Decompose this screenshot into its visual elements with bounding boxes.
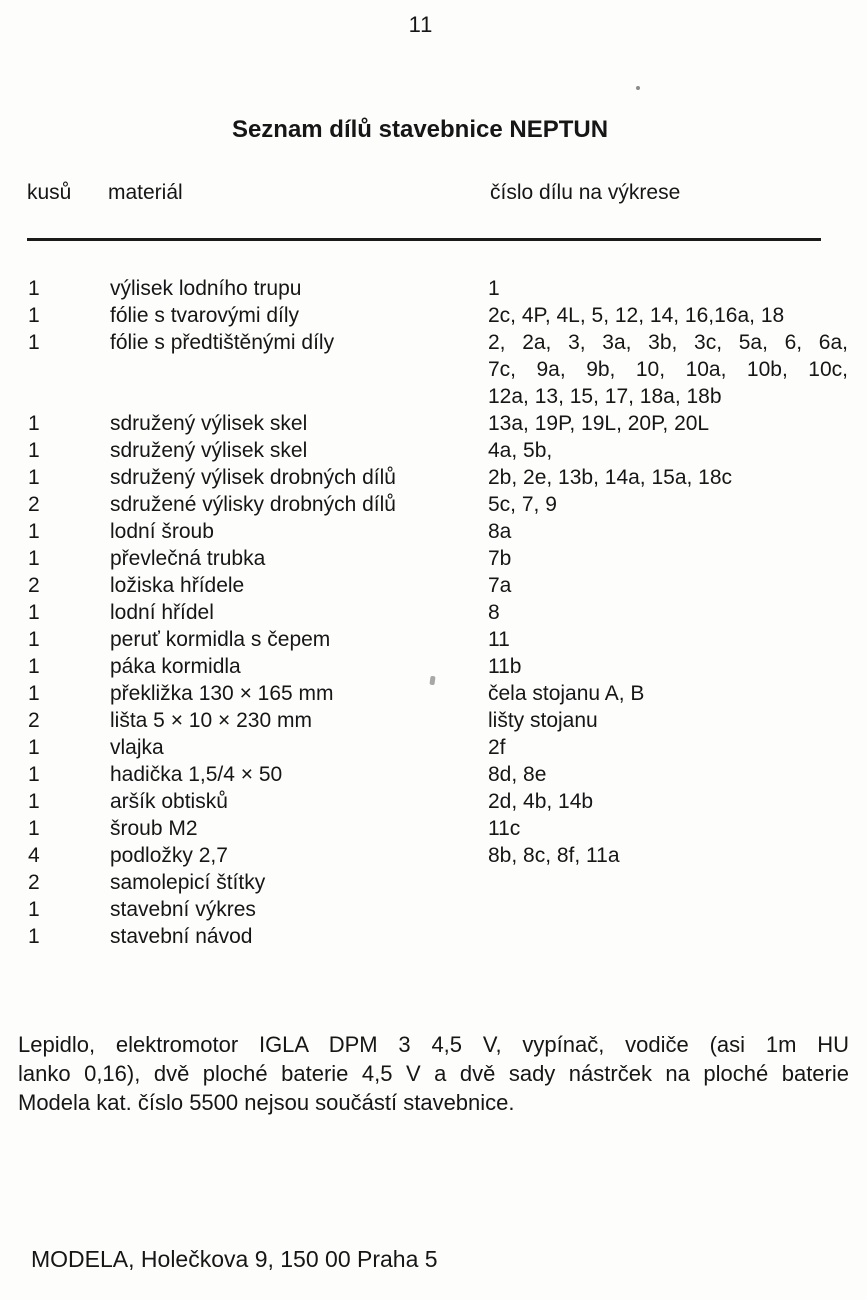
row-material: vlajka xyxy=(110,736,164,759)
parts-table xyxy=(0,275,867,950)
part-numbers-line: 8b, 8c, 8f, 11a xyxy=(488,844,620,867)
row-material: sdružený výlisek skel xyxy=(110,412,308,435)
table-row xyxy=(0,302,867,329)
part-numbers-line: 11b xyxy=(488,655,522,678)
part-numbers-line: 4a, 5b, xyxy=(488,439,553,462)
row-material: lodní šroub xyxy=(110,520,214,543)
page-number: 11 xyxy=(408,12,434,37)
part-numbers-line: 7a xyxy=(488,574,512,597)
row-part-numbers xyxy=(488,761,848,788)
table-row xyxy=(0,437,867,464)
part-numbers-line: 2d, 4b, 14b xyxy=(488,790,594,813)
row-part-numbers xyxy=(488,464,848,491)
table-row xyxy=(0,491,867,518)
header-quantity: kusů xyxy=(27,181,72,204)
part-numbers-line: 2b, 2e, 13b, 14a, 15a, 18c xyxy=(488,466,733,489)
table-row xyxy=(0,896,867,923)
row-part-numbers xyxy=(488,599,848,626)
table-row xyxy=(0,761,867,788)
page-title: Seznam dílů stavebnice NEPTUN xyxy=(231,116,609,143)
table-row xyxy=(0,842,867,869)
row-material: lodní hřídel xyxy=(110,601,214,624)
part-numbers-line: 8d, 8e xyxy=(488,763,547,786)
row-quantity: 1 xyxy=(28,520,40,543)
row-quantity: 1 xyxy=(28,466,40,489)
table-row xyxy=(0,329,867,410)
table-row xyxy=(0,923,867,950)
row-quantity: 1 xyxy=(28,655,40,678)
part-numbers-line: 5c, 7, 9 xyxy=(488,493,557,516)
row-part-numbers xyxy=(488,680,848,707)
row-part-numbers xyxy=(488,302,848,329)
row-material: výlisek lodního trupu xyxy=(110,277,302,300)
row-material: páka kormidla xyxy=(110,655,241,678)
row-quantity: 1 xyxy=(28,331,40,354)
table-row xyxy=(0,464,867,491)
row-material: převlečná trubka xyxy=(110,547,266,570)
row-material: stavební návod xyxy=(110,925,253,948)
row-part-numbers xyxy=(488,653,848,680)
row-part-numbers xyxy=(488,815,848,842)
table-row xyxy=(0,707,867,734)
note-line: Modela kat. číslo 5500 nejsou součástí stavebnice. xyxy=(18,1090,515,1115)
row-quantity: 1 xyxy=(28,304,40,327)
part-numbers-line: 8 xyxy=(488,601,500,624)
row-material: fólie s tvarovými díly xyxy=(110,304,300,327)
table-row xyxy=(0,869,867,896)
row-part-numbers xyxy=(488,869,848,896)
part-numbers-line: 7b xyxy=(488,547,512,570)
part-numbers-line: 2c, 4P, 4L, 5, 12, 14, 16,16a, 18 xyxy=(488,304,785,327)
row-material: peruť kormidla s čepem xyxy=(110,628,331,651)
table-row xyxy=(0,788,867,815)
row-part-numbers xyxy=(488,896,848,923)
table-row xyxy=(0,626,867,653)
row-quantity: 1 xyxy=(28,601,40,624)
row-part-numbers xyxy=(488,572,848,599)
table-row xyxy=(0,734,867,761)
row-material: sdružený výlisek drobných dílů xyxy=(110,466,396,489)
row-part-numbers xyxy=(488,410,848,437)
row-part-numbers xyxy=(488,518,848,545)
row-material: ložiska hřídele xyxy=(110,574,245,597)
part-numbers-line: 7c, 9a, 9b, 10, 10a, 10b, 10c, xyxy=(488,358,848,381)
row-quantity: 1 xyxy=(28,898,40,921)
table-row xyxy=(0,815,867,842)
part-numbers-line: 2f xyxy=(488,736,506,759)
row-material: šroub M2 xyxy=(110,817,198,840)
part-numbers-line: lišty stojanu xyxy=(488,709,598,732)
note-line: Lepidlo, elektromotor IGLA DPM 3 4,5 V, vypínač, vodiče (asi 1m HU xyxy=(18,1032,849,1057)
header-part-numbers: číslo dílu na výkrese xyxy=(490,181,681,204)
row-quantity: 1 xyxy=(28,925,40,948)
row-part-numbers xyxy=(488,788,848,815)
row-quantity: 1 xyxy=(28,736,40,759)
row-part-numbers xyxy=(488,275,848,302)
row-material: překližka 130 × 165 mm xyxy=(110,682,334,705)
row-material: sdružený výlisek skel xyxy=(110,439,308,462)
row-quantity: 2 xyxy=(28,493,40,516)
row-quantity: 4 xyxy=(28,844,40,867)
row-quantity: 1 xyxy=(28,682,40,705)
table-row xyxy=(0,599,867,626)
part-numbers-line: čela stojanu A, B xyxy=(488,682,645,705)
row-part-numbers xyxy=(488,734,848,761)
row-part-numbers xyxy=(488,626,848,653)
row-quantity: 1 xyxy=(28,628,40,651)
row-part-numbers xyxy=(488,842,848,869)
header-material: materiál xyxy=(108,181,183,204)
row-part-numbers xyxy=(488,707,848,734)
row-part-numbers xyxy=(488,329,848,410)
part-numbers-line: 8a xyxy=(488,520,512,543)
row-quantity: 2 xyxy=(28,709,40,732)
table-row xyxy=(0,275,867,302)
row-quantity: 1 xyxy=(28,412,40,435)
part-numbers-line: 12a, 13, 15, 17, 18a, 18b xyxy=(488,385,722,408)
header-divider-line xyxy=(27,238,821,241)
table-row xyxy=(0,545,867,572)
row-quantity: 1 xyxy=(28,817,40,840)
table-row xyxy=(0,572,867,599)
table-row xyxy=(0,518,867,545)
scan-artifact-dot xyxy=(636,86,640,90)
part-numbers-line: 2, 2a, 3, 3a, 3b, 3c, 5a, 6, 6a, xyxy=(488,331,848,354)
part-numbers-line: 11 xyxy=(488,628,510,651)
row-material: sdružené výlisky drobných dílů xyxy=(110,493,396,516)
row-quantity: 1 xyxy=(28,547,40,570)
row-material: lišta 5 × 10 × 230 mm xyxy=(110,709,312,732)
row-material: stavební výkres xyxy=(110,898,256,921)
row-quantity: 1 xyxy=(28,790,40,813)
row-quantity: 1 xyxy=(28,439,40,462)
row-part-numbers xyxy=(488,437,848,464)
row-material: podložky 2,7 xyxy=(110,844,228,867)
note-line: lanko 0,16), dvě ploché baterie 4,5 V a dvě sady nástrček na ploché baterie xyxy=(18,1061,849,1086)
part-numbers-line: 11c xyxy=(488,817,521,840)
row-material: samolepicí štítky xyxy=(110,871,266,894)
table-row xyxy=(0,410,867,437)
row-part-numbers xyxy=(488,545,848,572)
row-material: fólie s předtištěnými díly xyxy=(110,331,335,354)
publisher-address: MODELA, Holečkova 9, 150 00 Praha 5 xyxy=(31,1246,438,1272)
row-quantity: 2 xyxy=(28,574,40,597)
part-numbers-line: 1 xyxy=(488,277,500,300)
row-material: hadička 1,5/4 × 50 xyxy=(110,763,283,786)
row-part-numbers xyxy=(488,923,848,950)
row-part-numbers xyxy=(488,491,848,518)
row-quantity: 2 xyxy=(28,871,40,894)
row-quantity: 1 xyxy=(28,763,40,786)
row-quantity: 1 xyxy=(28,277,40,300)
part-numbers-line: 13a, 19P, 19L, 20P, 20L xyxy=(488,412,710,435)
note-paragraph xyxy=(18,1030,849,1117)
row-material: aršík obtisků xyxy=(110,790,228,813)
